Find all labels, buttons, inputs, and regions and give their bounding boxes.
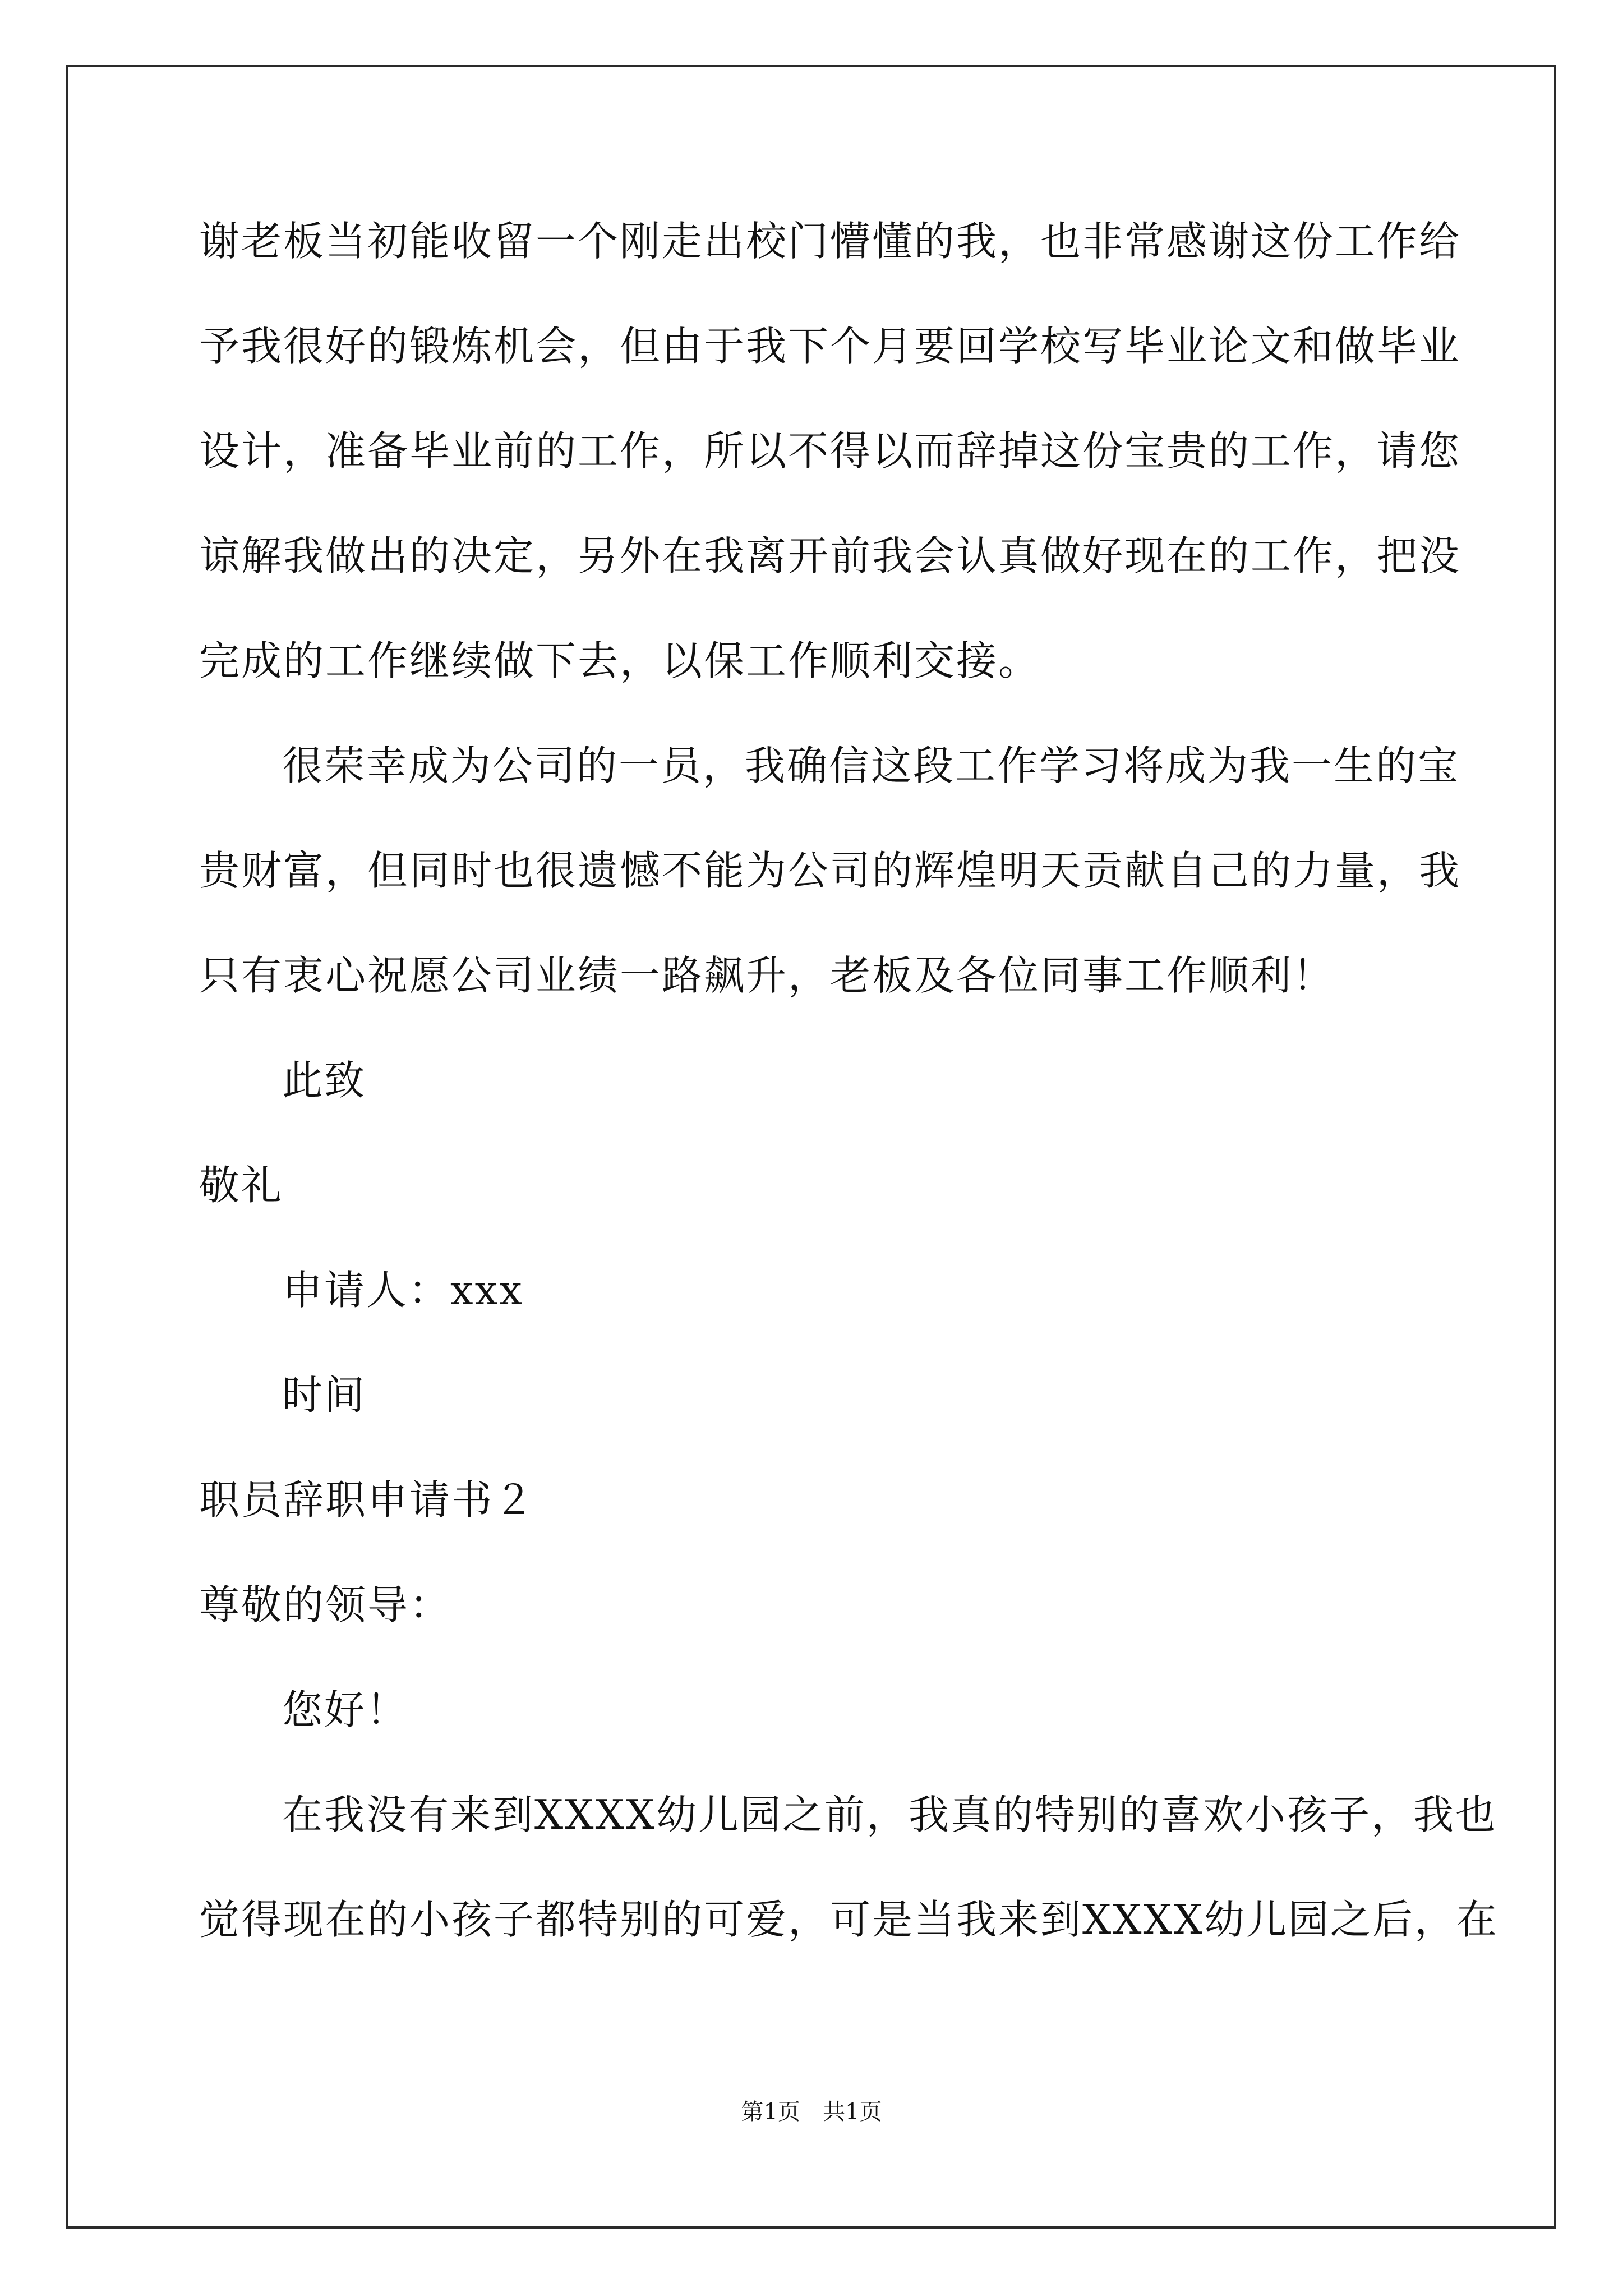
body-line: 谢老板当初能收留一个刚走出校门懵懂的我，也非常感谢这份工作给 <box>199 218 1461 265</box>
body-line: 很荣幸成为公司的一员，我确信这段工作学习将成为我一生的宝 <box>282 742 1460 789</box>
section-title: 职员辞职申请书２ <box>199 1476 536 1524</box>
body-line: 设计，准备毕业前的工作，所以不得以而辞掉这份宝贵的工作，请您 <box>199 427 1461 475</box>
body-line: 完成的工作继续做下去，以保工作顺利交接。 <box>199 637 1041 684</box>
date-line: 时间 <box>282 1372 367 1419</box>
body-line: 谅解我做出的决定，另外在我离开前我会认真做好现在的工作，把没 <box>199 532 1461 579</box>
salutation-line: 敬礼 <box>199 1162 284 1209</box>
body-line: 觉得现在的小孩子都特别的可爱，可是当我来到XXXX幼儿园之后，在 <box>199 1896 1499 1943</box>
addressee-line: 尊敬的领导： <box>199 1581 452 1628</box>
body-line: 予我很好的锻炼机会，但由于我下个月要回学校写毕业论文和做毕业 <box>199 323 1461 370</box>
closing-line: 此致 <box>282 1057 367 1104</box>
body-line: 贵财富，但同时也很遗憾不能为公司的辉煌明天贡献自己的力量，我 <box>199 847 1461 894</box>
body-line: 在我没有来到XXXX幼儿园之前，我真的特别的喜欢小孩子，我也 <box>282 1791 1498 1838</box>
page-footer: 第1页 共1页 <box>741 2099 882 2125</box>
greeting-line: 您好！ <box>282 1686 409 1733</box>
applicant-line: 申请人：xxx <box>282 1267 524 1314</box>
body-line: 只有衷心祝愿公司业绩一路飙升，老板及各位同事工作顺利！ <box>199 952 1335 999</box>
